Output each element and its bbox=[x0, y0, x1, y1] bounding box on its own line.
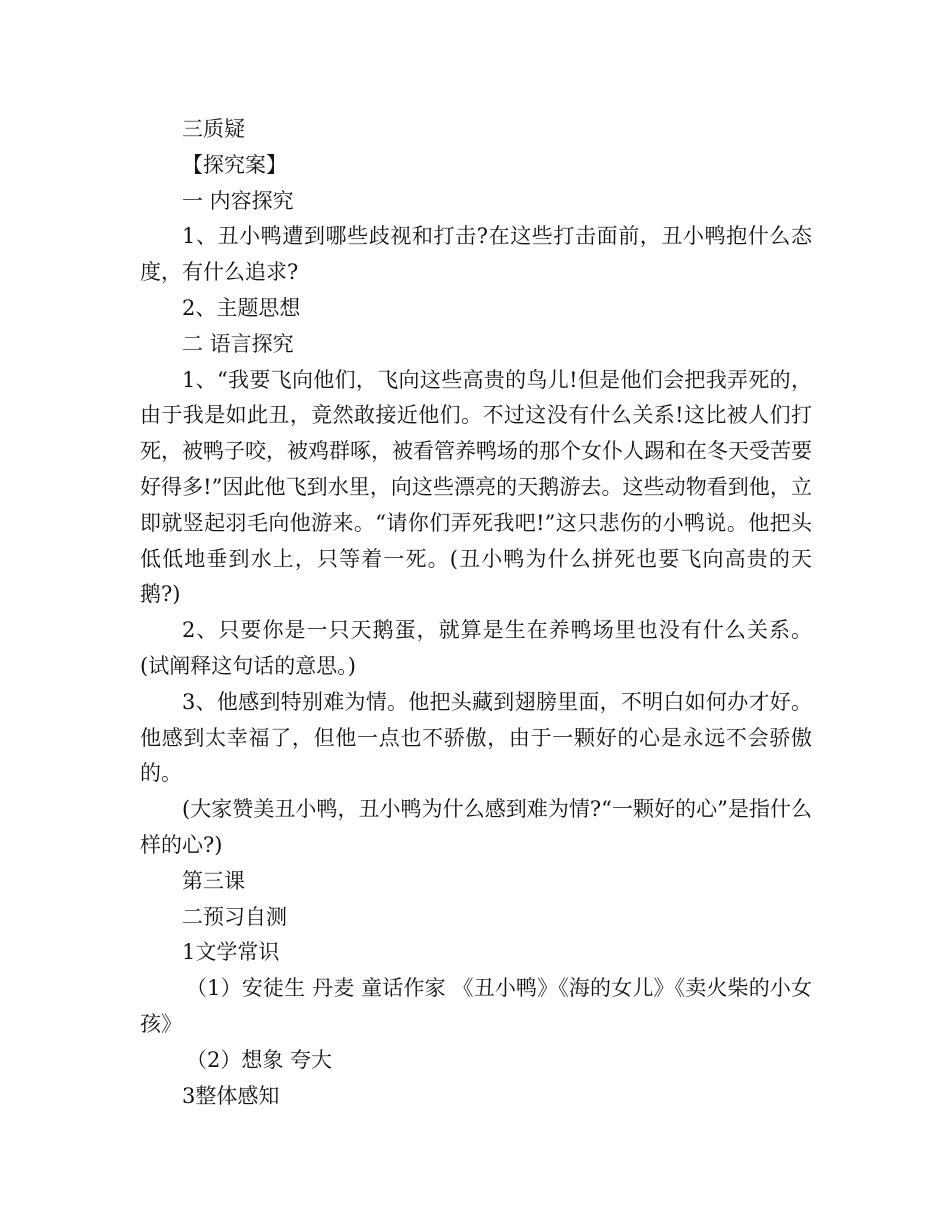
language-item-1-paragraph: 1、“我要飞向他们，飞向这些高贵的鸟儿!但是他们会把我弄死的，由于我是如此丑，竟然敢接近他们。不过这没有什么关系!这比被人们打死，被鸭子咬，被鸡群啄，被看管养鸭场的那个女仆人踢和在冬天受苦要好得多!”因此他飞到水里，向这些漂亮的天鹅游去。这些动物看到他，立即就竖起羽毛向他游来。“请你们弄死我吧!”这只悲伤的小鸭说。他把头低低地垂到水上，只等着一死。(丑小鸭为什么拼死也要飞向高贵的天鹅?) bbox=[140, 367, 812, 607]
literary-item-2: （2）想象 夸大 bbox=[186, 1047, 333, 1072]
document-body bbox=[140, 112, 812, 1114]
heading-zhiyi: 三质疑 bbox=[182, 117, 245, 141]
heading-tanjiuan: 【探究案】 bbox=[182, 152, 287, 177]
language-item-2-paragraph: 2、只要你是一只天鹅蛋，就算是生在养鸭场里也没有什么关系。(试阐释这句话的意思。) bbox=[140, 618, 812, 678]
question-1-paragraph: 1、丑小鸭遭到哪些歧视和打击?在这些打击面前，丑小鸭抱什么态度，有什么追求? bbox=[140, 224, 812, 285]
section-language-inquiry: 二 语言探究 bbox=[182, 331, 294, 356]
literary-knowledge-heading: 1文学常识 bbox=[182, 940, 280, 965]
heading-lesson-three: 第三课 bbox=[182, 868, 245, 893]
language-item-3-question: (大家赞美丑小鸭，丑小鸭为什么感到难为情?“一颗好的心”是指什么样的心?) bbox=[140, 797, 812, 857]
section-content-inquiry: 一 内容探究 bbox=[182, 188, 294, 213]
literary-item-1: （1）安徒生 丹麦 童话作家 《丑小鸭》《海的女儿》《卖火柴的小女孩》 bbox=[140, 976, 812, 1036]
overall-perception-heading: 3整体感知 bbox=[182, 1083, 280, 1108]
question-2-paragraph: 2、主题思想 bbox=[182, 295, 301, 320]
heading-preview-test: 二预习自测 bbox=[182, 904, 287, 929]
language-item-3-paragraph: 3、他感到特别难为情。他把头藏到翅膀里面，不明白如何办才好。他感到太幸福了，但他一点也不骄傲，由于一颗好的心是永远不会骄傲的。 bbox=[140, 689, 812, 786]
